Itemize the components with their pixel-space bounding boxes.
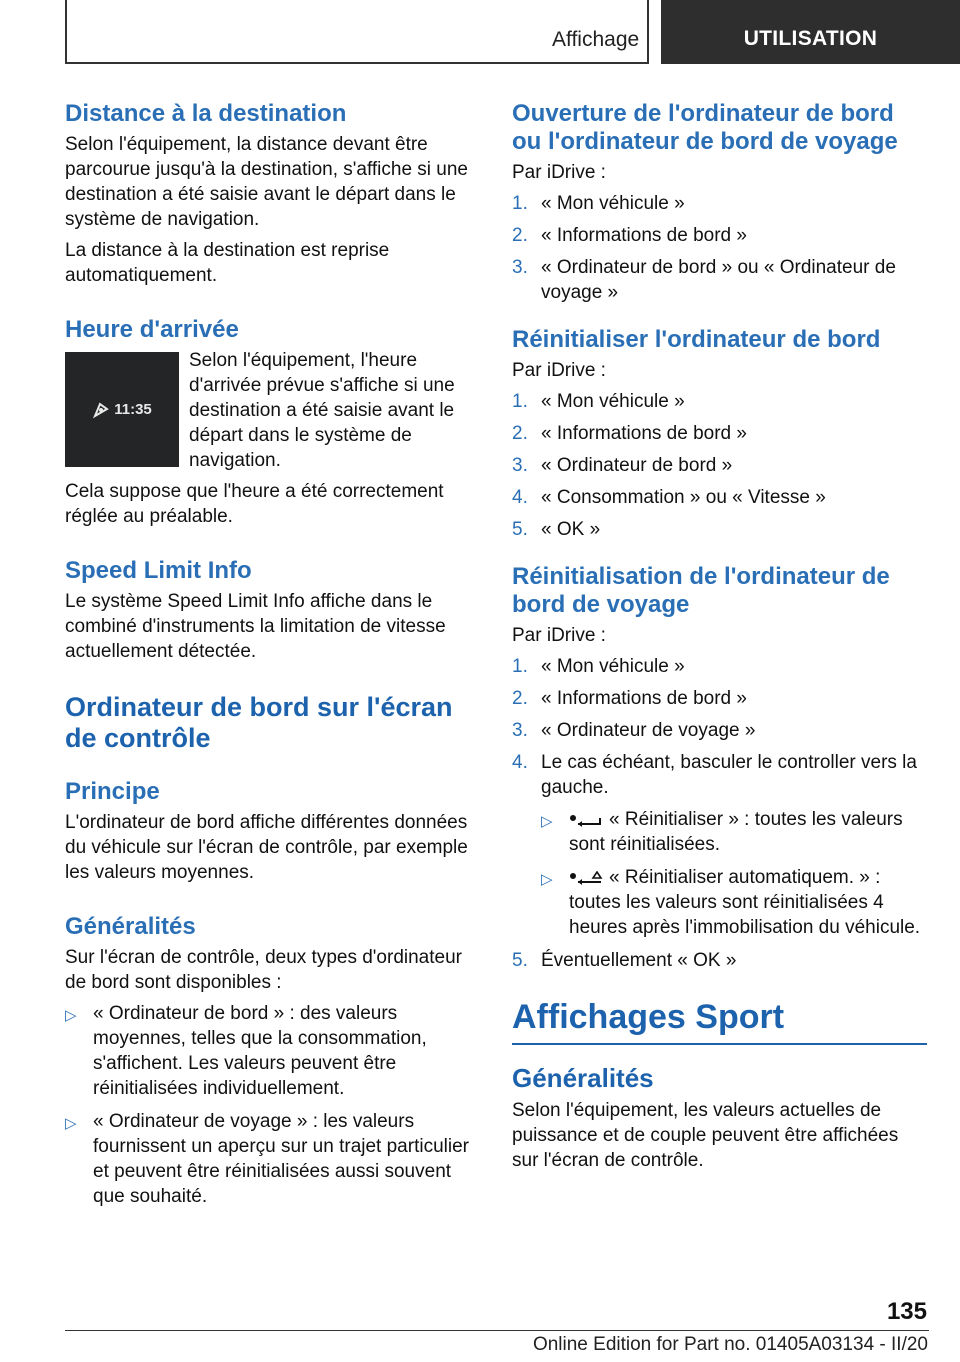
- reset-steps-list: [512, 389, 927, 542]
- list-item: 1. « Mon véhicule »: [512, 391, 685, 412]
- list-item: 1. « Mon véhicule »: [512, 656, 685, 677]
- list-item: 3. « Ordinateur de voyage »: [512, 720, 756, 741]
- left-column: [65, 100, 480, 1217]
- list-item: 3. « Ordinateur de bord » ou « Ordinateur de voyage »: [512, 257, 896, 303]
- list-item: 4. Le cas échéant, basculer le controller vers la gauche.: [512, 752, 917, 798]
- arrival-clock-time: 11:35: [114, 401, 152, 418]
- triangle-bullet-icon: ▷: [65, 1007, 77, 1024]
- flag-icon: [92, 401, 110, 419]
- principle-text: L'ordinateur de bord affiche différentes données du véhicule sur l'écran de contrôle, par exemple les valeurs moyennes.: [65, 812, 468, 883]
- page-number: 135: [886, 1298, 927, 1325]
- list-item: ▷ « Réinitialiser automatiquem. » : toutes les valeurs sont réinitialisées 4 heures après l'immobilisation du véhicule.: [541, 867, 921, 938]
- header-section-title: Affichage: [552, 28, 640, 51]
- arrival-time-display-image: [65, 352, 179, 467]
- list-item: 1. « Mon véhicule »: [512, 193, 685, 214]
- list-item: 2. « Informations de bord »: [512, 688, 747, 709]
- reset-trip-steps-list: [512, 654, 927, 800]
- list-item: ▷ « Réinitialiser » : toutes les valeurs sont réinitialisées.: [541, 809, 903, 855]
- distance-text-1: Selon l'équipement, la distance devant être parcourue jusqu'à la destination, s'affiche si une destination a été saisie avant le départ dans le système de navigation.: [65, 134, 468, 230]
- list-item: ▷ « Ordinateur de voyage » : les valeurs fournissent un aperçu sur un trajet particulier et peuvent être réinitialisées aussi souvent que souhaité.: [65, 1111, 469, 1207]
- sport-displays-heading: Affichages Sport: [512, 1002, 927, 1045]
- speed-limit-text: Le système Speed Limit Info affiche dans le combiné d'instruments la limitation de vitesse actuellement détectée.: [65, 591, 446, 662]
- computer-types-list: [65, 1001, 480, 1209]
- reset-computer-heading: Réinitialiser l'ordinateur de bord: [512, 326, 881, 353]
- reset-arrow-icon: [569, 813, 603, 827]
- principle-heading: Principe: [65, 778, 160, 805]
- auto-reset-arrow-icon: [569, 871, 603, 885]
- arrival-text-2: Cela suppose que l'heure a été correctement réglée au préalable.: [65, 481, 444, 527]
- reset-intro: Par iDrive :: [512, 360, 606, 381]
- reset-options-list: [541, 807, 927, 940]
- general-heading: Généralités: [65, 913, 196, 940]
- triangle-bullet-icon: ▷: [65, 1115, 77, 1132]
- sport-general-text: Selon l'équipement, les valeurs actuelles de puissance et de couple peuvent être affichées sur l'écran de contrôle.: [512, 1100, 899, 1171]
- triangle-bullet-icon: ▷: [541, 871, 553, 888]
- list-item: 4. « Consommation » ou « Vitesse »: [512, 487, 826, 508]
- reset-trip-final-step: [512, 948, 927, 973]
- sport-general-heading: Généralités: [512, 1063, 654, 1093]
- list-item: 5. « OK »: [512, 519, 601, 540]
- list-item: 2. « Informations de bord »: [512, 225, 747, 246]
- speed-limit-heading: Speed Limit Info: [65, 557, 252, 584]
- reset-trip-intro: Par iDrive :: [512, 625, 606, 646]
- onboard-computer-heading: Ordinateur de bord sur l'écran de contrôle: [65, 692, 453, 753]
- list-item: 2. « Informations de bord »: [512, 423, 747, 444]
- open-steps-list: [512, 191, 927, 305]
- distance-heading: Distance à la destination: [65, 100, 347, 127]
- list-item: ▷ « Ordinateur de bord » : des valeurs moyennes, telles que la consommation, s'affichent. Les valeurs peuvent être réinitialisées individuellement.: [65, 1003, 427, 1099]
- footer-edition: Online Edition for Part no. 01405A03134 - II/20: [532, 1334, 928, 1355]
- distance-text-2: La distance à la destination est reprise automatiquement.: [65, 240, 390, 286]
- open-intro: Par iDrive :: [512, 162, 606, 183]
- right-column: [512, 100, 927, 1179]
- header-chapter-tab: UTILISATION: [661, 0, 960, 64]
- list-item: 5. Éventuellement « OK »: [512, 950, 737, 971]
- open-computer-heading: Ouverture de l'ordinateur de bord ou l'ordinateur de bord de voyage: [512, 100, 898, 155]
- triangle-bullet-icon: ▷: [541, 813, 553, 830]
- footer-divider: [65, 1330, 929, 1331]
- reset-trip-heading: Réinitialisation de l'ordinateur de bord de voyage: [512, 563, 890, 618]
- general-text: Sur l'écran de contrôle, deux types d'ordinateur de bord sont disponibles :: [65, 947, 462, 993]
- list-item: 3. « Ordinateur de bord »: [512, 455, 733, 476]
- arrival-heading: Heure d'arrivée: [65, 316, 239, 343]
- arrival-text-1: Selon l'équipement, l'heure d'arrivée prévue s'affiche si une destination a été saisie avant le départ dans le système de navigation.: [189, 350, 455, 471]
